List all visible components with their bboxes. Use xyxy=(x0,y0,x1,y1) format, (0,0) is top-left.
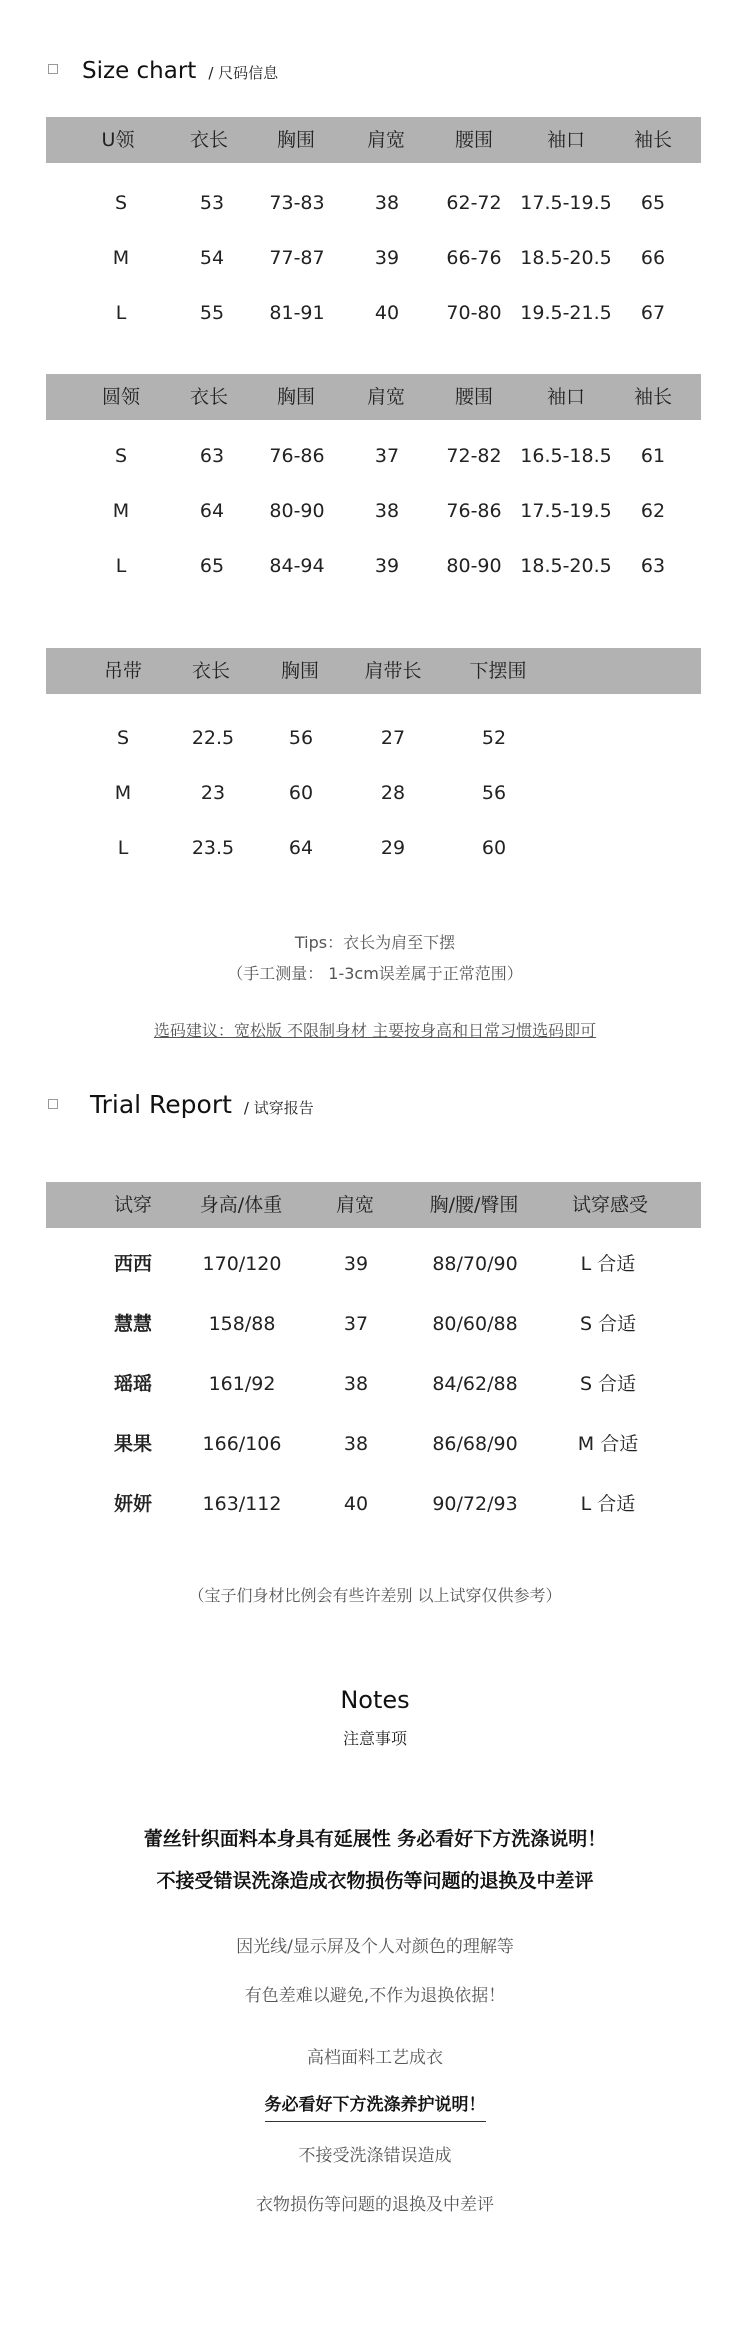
cell: 62 xyxy=(640,500,666,522)
cell: 86/68/90 xyxy=(432,1433,518,1455)
cell: S 合适 xyxy=(579,1313,637,1335)
cell: 81-91 xyxy=(269,302,325,324)
cell: 64 xyxy=(199,500,225,522)
cell: 17.5-19.5 xyxy=(520,500,612,522)
cell: 16.5-18.5 xyxy=(520,445,612,467)
cell: 73-83 xyxy=(269,192,325,214)
cell: 慧慧 xyxy=(113,1313,153,1335)
cell: 158/88 xyxy=(208,1313,276,1335)
table-row xyxy=(46,821,701,876)
cell: 65 xyxy=(199,555,225,577)
header-cell: 肩宽 xyxy=(366,129,406,151)
notes-line-6-wrap xyxy=(0,2090,750,2122)
cell: 66 xyxy=(640,247,666,269)
header-cell: 胸围 xyxy=(276,129,316,151)
table-row xyxy=(46,484,701,539)
cell: 18.5-20.5 xyxy=(520,247,612,269)
cell: 163/112 xyxy=(202,1493,282,1515)
header-cell: 袖长 xyxy=(633,386,673,408)
cell: 29 xyxy=(380,837,406,859)
cell: 西西 xyxy=(113,1253,153,1275)
header-cell: 吊带 xyxy=(103,660,143,682)
table-row xyxy=(46,176,701,231)
cell: 瑶瑶 xyxy=(113,1373,153,1395)
header-cell: 肩带长 xyxy=(364,660,422,682)
trial-note: （宝子们身材比例会有些许差别 以上试穿仅供参考） xyxy=(188,1586,562,1605)
header-cell: 胸/腰/臀围 xyxy=(429,1194,519,1216)
cell: 56 xyxy=(481,782,507,804)
table-row xyxy=(46,231,701,286)
cell: S xyxy=(114,445,128,467)
header-cell: 衣长 xyxy=(189,129,229,151)
notes-title: Notes xyxy=(340,1686,410,1714)
tips-text: Tips：衣长为肩至下摆 xyxy=(294,933,456,952)
cell: L xyxy=(115,555,127,577)
header-cell: 胸围 xyxy=(280,660,320,682)
table-row xyxy=(46,1294,701,1354)
table-row xyxy=(46,286,701,341)
notes-bold-line-1: 蕾丝针织面料本身具有延展性 务必看好下方洗涤说明！ xyxy=(143,1828,607,1850)
notes-line-4: 有色差难以避免,不作为退换依据！ xyxy=(244,1986,506,2006)
cell: 63 xyxy=(199,445,225,467)
table-header xyxy=(46,374,701,420)
cell: 38 xyxy=(343,1433,369,1455)
table-row xyxy=(46,539,701,594)
header-cell: 腰围 xyxy=(454,386,494,408)
cell: 80/60/88 xyxy=(432,1313,518,1335)
cell: 27 xyxy=(380,727,406,749)
table-row xyxy=(46,766,701,821)
header-cell: 下摆围 xyxy=(469,660,527,682)
cell: 22.5 xyxy=(191,727,235,749)
header-cell: U领 xyxy=(101,129,135,151)
cell: 妍妍 xyxy=(113,1493,153,1515)
notes-line-5: 高档面料工艺成衣 xyxy=(307,2048,443,2068)
bullet-square-icon xyxy=(48,64,58,74)
table-row xyxy=(46,429,701,484)
cell: 38 xyxy=(374,500,400,522)
cell: 84/62/88 xyxy=(432,1373,518,1395)
cell: 166/106 xyxy=(202,1433,282,1455)
bullet-square-icon xyxy=(48,1099,58,1109)
trial-report-header xyxy=(48,1090,314,1119)
cell: 66-76 xyxy=(446,247,502,269)
cell: M xyxy=(112,247,130,269)
tips-note: （手工测量： 1-3cm误差属于正常范围） xyxy=(227,964,523,983)
header-cell: 袖长 xyxy=(633,129,673,151)
cell: 40 xyxy=(374,302,400,324)
cell: 40 xyxy=(343,1493,369,1515)
cell: M xyxy=(114,782,132,804)
header-cell: 衣长 xyxy=(189,386,229,408)
cell: 161/92 xyxy=(208,1373,276,1395)
table-row xyxy=(46,1414,701,1474)
cell: M xyxy=(112,500,130,522)
cell: 170/120 xyxy=(202,1253,282,1275)
cell: 37 xyxy=(343,1313,369,1335)
cell: 70-80 xyxy=(446,302,502,324)
header-cell: 胸围 xyxy=(276,386,316,408)
cell: 80-90 xyxy=(446,555,502,577)
trial-report-subtitle: / 试穿报告 xyxy=(243,1099,314,1117)
cell: 38 xyxy=(343,1373,369,1395)
cell: 61 xyxy=(640,445,666,467)
cell: 28 xyxy=(380,782,406,804)
cell: L 合适 xyxy=(580,1493,636,1515)
notes-line-6: 务必看好下方洗涤养护说明！ xyxy=(265,2090,486,2122)
cell: 52 xyxy=(481,727,507,749)
cell: 65 xyxy=(640,192,666,214)
cell: 90/72/93 xyxy=(432,1493,518,1515)
cell: 39 xyxy=(343,1253,369,1275)
cell: L 合适 xyxy=(580,1253,636,1275)
cell: 62-72 xyxy=(446,192,502,214)
size-chart-title: Size chart xyxy=(82,58,197,84)
cell: 38 xyxy=(374,192,400,214)
trial-report-table xyxy=(46,1182,701,1534)
cell: L xyxy=(115,302,127,324)
cell: 53 xyxy=(199,192,225,214)
header-cell: 肩宽 xyxy=(366,386,406,408)
cell: 84-94 xyxy=(269,555,325,577)
header-cell: 袖口 xyxy=(546,386,586,408)
cell: 23 xyxy=(200,782,226,804)
cell: 60 xyxy=(481,837,507,859)
cell: 72-82 xyxy=(446,445,502,467)
cell: 60 xyxy=(288,782,314,804)
header-cell: 肩宽 xyxy=(335,1194,375,1216)
cell: 80-90 xyxy=(269,500,325,522)
notes-bold-line-2: 不接受错误洗涤造成衣物损伤等问题的退换及中差评 xyxy=(156,1870,594,1892)
cell: 23.5 xyxy=(191,837,235,859)
cell: L xyxy=(117,837,129,859)
cell: M 合适 xyxy=(577,1433,639,1455)
trial-report-title: Trial Report xyxy=(90,1090,232,1119)
size-table-camisole xyxy=(46,648,701,876)
cell: S xyxy=(114,192,128,214)
size-chart-subtitle: / 尺码信息 xyxy=(208,64,279,82)
size-table-round-neck xyxy=(46,374,701,594)
cell: 54 xyxy=(199,247,225,269)
header-cell: 试穿 xyxy=(113,1194,153,1216)
cell: 55 xyxy=(199,302,225,324)
cell: S xyxy=(116,727,130,749)
notes-line-7: 不接受洗涤错误造成 xyxy=(298,2146,452,2166)
cell: 果果 xyxy=(113,1433,153,1455)
size-table-u-neck xyxy=(46,117,701,341)
header-cell: 腰围 xyxy=(454,129,494,151)
notes-subtitle: 注意事项 xyxy=(342,1729,407,1748)
table-header xyxy=(46,1182,701,1228)
table-row xyxy=(46,1354,701,1414)
table-row xyxy=(46,1234,701,1294)
table-row xyxy=(46,1474,701,1534)
cell: 88/70/90 xyxy=(432,1253,518,1275)
cell: 39 xyxy=(374,555,400,577)
table-row xyxy=(46,711,701,766)
table-header xyxy=(46,117,701,163)
cell: 63 xyxy=(640,555,666,577)
cell: 37 xyxy=(374,445,400,467)
cell: S 合适 xyxy=(579,1373,637,1395)
header-cell: 身高/体重 xyxy=(199,1194,283,1216)
size-chart-header xyxy=(48,58,278,84)
header-cell: 衣长 xyxy=(191,660,231,682)
header-cell: 试穿感受 xyxy=(571,1194,649,1216)
cell: 67 xyxy=(640,302,666,324)
cell: 39 xyxy=(374,247,400,269)
cell: 76-86 xyxy=(446,500,502,522)
notes-line-8: 衣物损伤等问题的退换及中差评 xyxy=(256,2195,494,2215)
cell: 17.5-19.5 xyxy=(520,192,612,214)
cell: 77-87 xyxy=(269,247,325,269)
cell: 18.5-20.5 xyxy=(520,555,612,577)
cell: 56 xyxy=(288,727,314,749)
notes-line-3: 因光线/显示屏及个人对颜色的理解等 xyxy=(236,1937,514,1957)
cell: 76-86 xyxy=(269,445,325,467)
cell: 19.5-21.5 xyxy=(520,302,612,324)
header-cell: 袖口 xyxy=(546,129,586,151)
table-header xyxy=(46,648,701,694)
header-cell: 圆领 xyxy=(101,386,141,408)
cell: 64 xyxy=(288,837,314,859)
size-advice: 选码建议：宽松版 不限制身材 主要按身高和日常习惯选码即可 xyxy=(153,1021,597,1040)
